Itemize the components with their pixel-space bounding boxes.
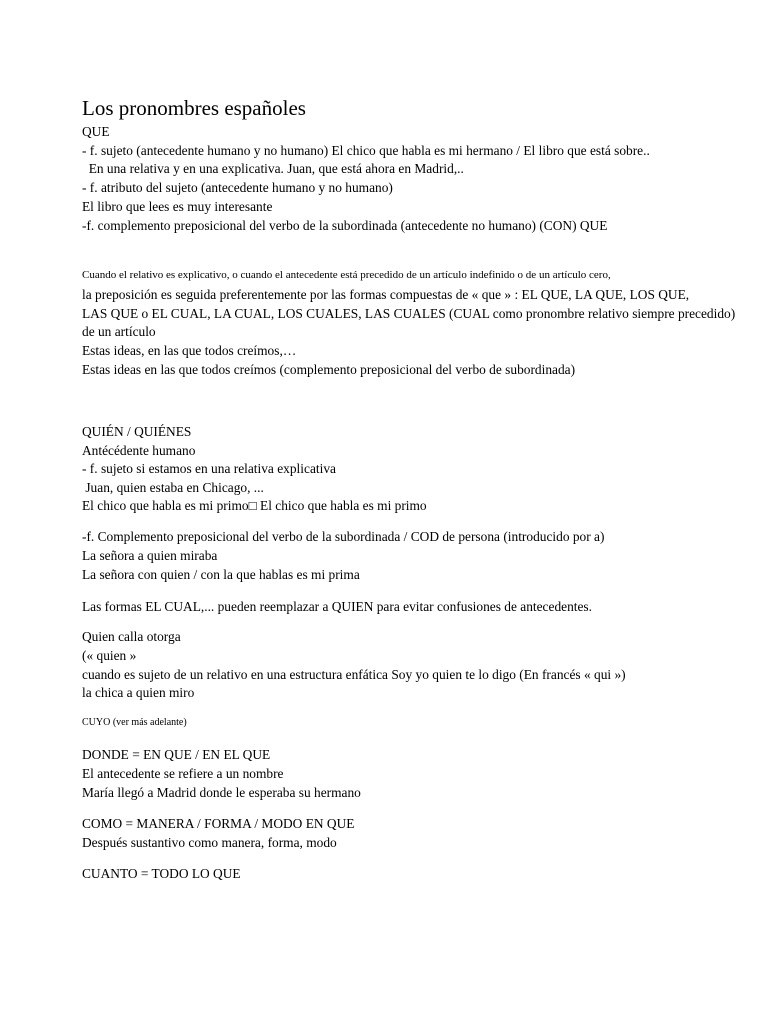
section-heading-quien: QUIÉN / QUIÉNES	[82, 424, 192, 439]
text-line: En una relativa y en una explicativa. Juan, que está ahora en Madrid,..	[82, 161, 464, 176]
text-line: La señora a quien miraba	[82, 548, 218, 563]
section-heading-donde: DONDE = EN QUE / EN EL QUE	[82, 747, 271, 762]
text-line: -f. Complemento preposicional del verbo de la subordinada / COD de persona (introducido por a)	[82, 529, 605, 544]
text-line: Quien calla otorga	[82, 629, 181, 644]
text-line: Las formas EL CUAL,... pueden reemplazar a QUIEN para evitar confusiones de antecedentes.	[82, 599, 592, 614]
text-line: María llegó a Madrid donde le esperaba su hermano	[82, 785, 361, 800]
section-heading-que: QUE	[82, 124, 110, 139]
text-line: la chica a quien miro	[82, 685, 195, 700]
text-line: la preposición es seguida preferentemente por las formas compuestas de « que » : EL QUE, LA QUE, LOS QUE,	[82, 287, 690, 302]
text-line-tiny: CUYO (ver más adelante)	[82, 717, 187, 728]
text-line: El chico que habla es mi primo□ El chico que habla es mi primo	[82, 498, 427, 513]
section-heading-como: COMO = MANERA / FORMA / MODO EN QUE	[82, 816, 355, 831]
text-line: El antecedente se refiere a un nombre	[82, 766, 284, 781]
text-line: -f. complemento preposicional del verbo de la subordinada (antecedente no humano) (CON) QUE	[82, 218, 608, 233]
text-line: Estas ideas, en las que todos creímos,…	[82, 343, 297, 358]
text-line: La señora con quien / con la que hablas es mi prima	[82, 567, 360, 582]
text-line: El libro que lees es muy interesante	[82, 199, 273, 214]
text-line: LAS QUE o EL CUAL, LA CUAL, LOS CUALES, LAS CUALES (CUAL como pronombre relativo siempre precedido)	[82, 306, 736, 321]
text-line: (« quien »	[82, 648, 137, 663]
text-line: - f. atributo del sujeto (antecedente humano y no humano)	[82, 180, 393, 195]
text-line: - f. sujeto (antecedente humano y no humano) El chico que habla es mi hermano / El libro que está sobre..	[82, 143, 650, 158]
text-line: de un artículo	[82, 324, 156, 339]
text-line: cuando es sujeto de un relativo en una estructura enfática Soy yo quien te lo digo (En francés « qui »)	[82, 667, 626, 682]
text-line: - f. sujeto si estamos en una relativa explicativa	[82, 461, 336, 476]
document-title: Los pronombres españoles	[82, 96, 306, 120]
text-line: Estas ideas en las que todos creímos (complemento preposicional del verbo de subordinada)	[82, 362, 576, 377]
section-heading-cuanto: CUANTO = TODO LO QUE	[82, 866, 241, 881]
text-line: Antécédente humano	[82, 443, 196, 458]
text-line: Juan, quien estaba en Chicago, ...	[82, 480, 264, 495]
text-line-small: Cuando el relativo es explicativo, o cuando el antecedente está precedido de un artículo indefinido o de un artículo cero,	[82, 269, 611, 281]
text-line: Después sustantivo como manera, forma, modo	[82, 835, 337, 850]
